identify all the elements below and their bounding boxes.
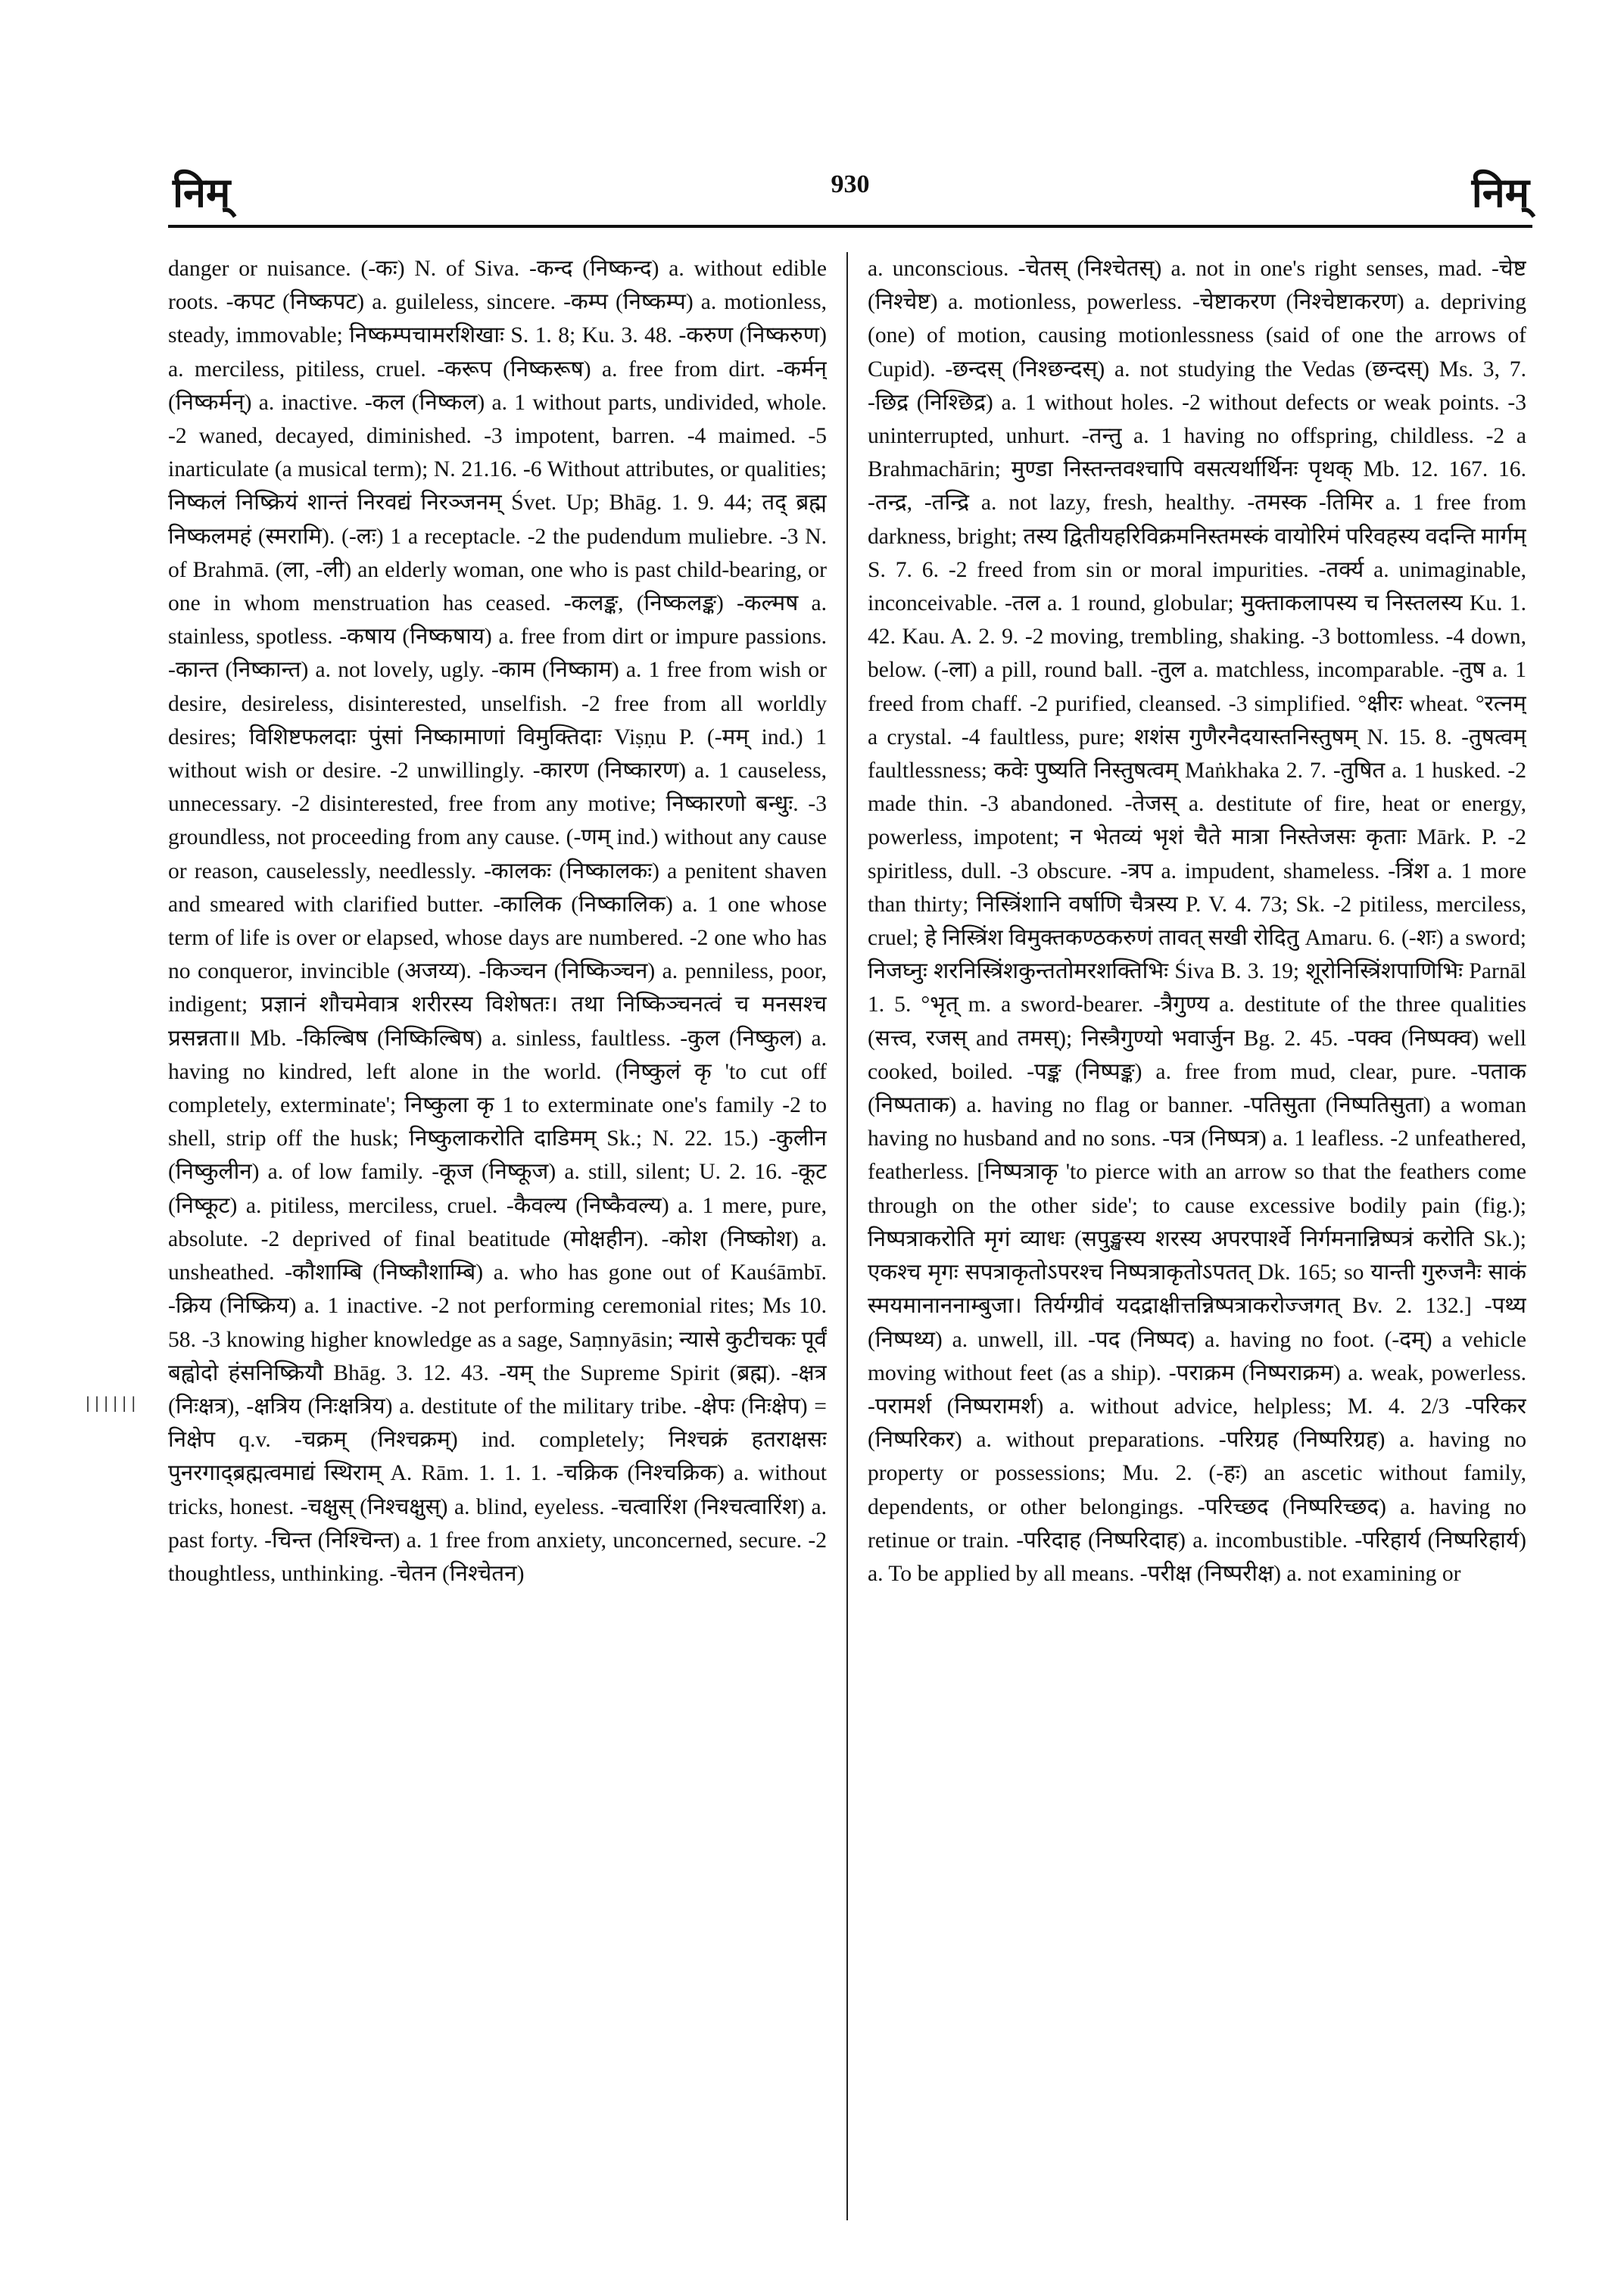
right-column xyxy=(868,252,1526,2251)
left-guide-word: निम् xyxy=(173,170,231,216)
page-header xyxy=(168,155,1532,223)
header-rule xyxy=(168,225,1532,228)
left-column xyxy=(168,252,827,2251)
right-guide-word: निम् xyxy=(1471,170,1529,216)
margin-mark: |||||| xyxy=(83,1394,139,1412)
right-column-text: a. unconscious. -चेतस् (निश्चेतस्) a. not in one's right senses, mad. -चेष्ट (निश्चेष्ट) a. motionless, powerless. -चेष्टाकरण (निश्चेष्टाकरण) a. depriving (one) of motion, causing motionlessness (said of one the arrows of Cupid). -छन्दस् (निश्छन्दस्) a. not studying the Vedas (छन्दस्) Ms. 3, 7. -छिद्र (निश्छिद्र) a. 1 without holes. -2 without defects or weak points. -3 uninterrupted, unhurt. -तन्तु a. 1 having no offspring, childless. -2 a Brahmachārin; मुण्डा निस्तन्तवश्चापि वसत्यर्थार्थिनः पृथक् Mb. 12. 167. 16. -तन्द्र, -तन्द्रि a. not lazy, fresh, healthy. -तमस्क -तिमिर a. 1 free from darkness, bright; तस्य द्वितीयहरिविक्रमनिस्तमस्कं वायोरिमं परिवहस्य वदन्ति मार्गम् S. 7. 6. -2 freed from sin or moral impurities. -तर्क्य a. unimaginable, inconceivable. -तल a. 1 round, globular; मुक्ताकलापस्य च निस्तलस्य Ku. 1. 42. Kau. A. 2. 9. -2 moving, trembling, shaking. -3 bottomless. -4 down, below. (-ला) a pill, round ball. -तुल a. matchless, incomparable. -तुष a. 1 freed from chaff. -2 purified, cleansed. -3 simplified. °क्षीरः wheat. °रत्नम् a crystal. -4 faultless, pure; शशंस गुणैरनैदयास्तनिस्तुषम् N. 15. 8. -तुषत्वम् faultlessness; कवेः पुष्यति निस्तुषत्वम् Maṅkhaka 2. 7. -तुषित a. 1 husked. -2 made thin. -3 abandoned. -तेजस् a. destitute of fire, heat or energy, powerless, impotent; न भेतव्यं भृशं चैते मात्रा निस्तेजसः कृताः Mārk. P. -2 spiritless, dull. -3 obscure. -त्रप a. impudent, shameless. -त्रिंश a. 1 more than thirty; निस्त्रिंशानि वर्षाणि चैत्रस्य P. V. 4. 73; Sk. -2 pitiless, merciless, cruel; हे निस्त्रिंश विमुक्तकण्ठकरुणं तावत् सखी रोदितु Amaru. 6. (-शः) a sword; निजघ्नुः शरनिस्त्रिंशकुन्ततोमरशक्तिभिः Śiva B. 3. 19; शूरोनिस्त्रिंशपाणिभिः Parnāl 1. 5. °भृत् m. a sword-bearer. -त्रैगुण्य a. destitute of the three qualities (सत्त्व, रजस् and तमस्); निस्त्रैगुण्यो भवार्जुन Bg. 2. 45. -पक्व (निष्पक्व) well cooked, boiled. -पङ्क (निष्पङ्क) a. free from mud, clear, pure. -पताक (निष्पताक) a. having no flag or banner. -पतिसुता (निष्पतिसुता) a woman having no husband and no sons. -पत्र (निष्पत्र) a. 1 leafless. -2 unfeathered, featherless. [निष्पत्राकृ 'to pierce with an arrow so that the feathers come through on the other side'; to cause excessive bodily pain (fig.); निष्पत्राकरोति मृगं व्याधः (सपुङ्खस्य शरस्य अपरपार्श्वे निर्गमनान्निष्पत्रं करोति Sk.); एकश्च मृगः सपत्राकृतोऽपरश्च निष्पत्राकृतोऽपतत् Dk. 165; so यान्ती गुरुजनैः साकं स्मयमानाननाम्बुजा। तिर्यग्ग्रीवं यदद्राक्षीत्तन्निष्पत्राकरोज्जगत् Bv. 2. 132.] -पथ्य (निष्पथ्य) a. unwell, ill. -पद (निष्पद) a. having no foot. (-दम्) a vehicle moving without feet (as a ship). -पराक्रम (निष्पराक्रम) a. weak, powerless. -परामर्श (निष्परामर्श) a. without advice, helpless; M. 4. 2/3 -परिकर (निष्परिकर) a. without preparations. -परिग्रह (निष्परिग्रह) a. having no property or possessions; Mu. 2. (-हः) an ascetic without family, dependents, or other belongings. -परिच्छद (निष्परिच्छद) a. having no retinue or train. -परिदाह (निष्परिदाह) a. incombustible. -परिहार्य (निष्परिहार्य) a. To be applied by all means. -परीक्ष (निष्परीक्ष) a. not examining or xyxy=(868,257,1526,1586)
left-column-text: danger or nuisance. (-कः) N. of Siva. -कन्द (निष्कन्द) a. without edible roots. -कपट (निष्कपट) a. guileless, sincere. -कम्प (निष्कम्प) a. motionless, steady, immovable; निष्कम्पचामरशिखाः S. 1. 8; Ku. 3. 48. -करुण (निष्करुण) a. merciless, pitiless, cruel. -करूप (निष्करूष) a. free from dirt. -कर्मन् (निष्कर्मन्) a. inactive. -कल (निष्कल) a. 1 without parts, undivided, whole. -2 waned, decayed, diminished. -3 impotent, barren. -4 maimed. -5 inarticulate (a musical term); N. 21.16. -6 Without attributes, or qualities; निष्कलं निष्क्रियं शान्तं निरवद्यं निरञ्जनम् Śvet. Up; Bhāg. 1. 9. 44; तद् ब्रह्म निष्कलमहं (स्मरामि). (-लः) 1 a receptacle. -2 the pudendum muliebre. -3 N. of Brahmā. (ला, -ली) an elderly woman, one who is past child-bearing, or one in whom menstruation has ceased. -कलङ्क, (निष्कलङ्क) -कल्मष a. stainless, spotless. -कषाय (निष्कषाय) a. free from dirt or impure passions. -कान्त (निष्कान्त) a. not lovely, ugly. -काम (निष्काम) a. 1 free from wish or desire, desireless, disinterested, unselfish. -2 free from all worldly desires; विशिष्टफलदाः पुंसां निष्कामाणां विमुक्तिदाः Viṣṇu P. (-मम् ind.) 1 without wish or desire. -2 unwillingly. -कारण (निष्कारण) a. 1 causeless, unnecessary. -2 disinterested, free from any motive; निष्कारणो बन्धुः. -3 groundless, not proceeding from any cause. (-णम् ind.) without any cause or reason, causelessly, needlessly. -कालकः (निष्कालकः) a penitent shaven and smeared with clarified butter. -कालिक (निष्कालिक) a. 1 one whose term of life is over or elapsed, whose days are numbered. -2 one who has no conqueror, invincible (अजय्य). -किञ्चन (निष्किञ्चन) a. penniless, poor, indigent; प्रज्ञानं शौचमेवात्र शरीरस्य विशेषतः। तथा निष्किञ्चनत्वं च मनसश्च प्रसन्नता॥ Mb. -किल्बिष (निष्किल्बिष) a. sinless, faultless. -कुल (निष्कुल) a. having no kindred, left alone in the world. (निष्कुलं कृ 'to cut off completely, exterminate'; निष्कुला कृ 1 to exterminate one's family -2 to shell, strip off the husk; निष्कुलाकरोति दाडिमम् Sk.; N. 22. 15.) -कुलीन (निष्कुलीन) a. of low family. -कूज (निष्कूज) a. still, silent; U. 2. 16. -कूट (निष्कूट) a. pitiless, merciless, cruel. -कैवल्य (निष्कैवल्य) a. 1 mere, pure, absolute. -2 deprived of final beatitude (मोक्षहीन). -कोश (निष्कोश) a. unsheathed. -कौशाम्बि (निष्कौशाम्बि) a. who has gone out of Kauśāmbī. -क्रिय (निष्क्रिय) a. 1 inactive. -2 not performing ceremonial rites; Ms 10. 58. -3 knowing higher knowledge as a sage, Saṃnyāsin; न्यासे कुटीचकः पूर्वं बह्वोदो हंसनिष्क्रियौ Bhāg. 3. 12. 43. -यम् the Supreme Spirit (ब्रह्म). -क्षत्र (निःक्षत्र), -क्षत्रिय (निःक्षत्रिय) a. destitute of the military tribe. -क्षेपः (निःक्षेप) = निक्षेप q.v. -चक्रम् (निश्चक्रम्) ind. completely; निश्चक्रं हतराक्षसः पुनरगाद्ब्रह्मत्वमाद्यं स्थिराम् A. Rām. 1. 1. 1. -चक्रिक (निश्चक्रिक) a. without tricks, honest. -चक्षुस् (निश्चक्षुस्) a. blind, eyeless. -चत्वारिंश (निश्चत्वारिंश) a. past forty. -चिन्त (निश्चिन्त) a. 1 free from anxiety, unconcerned, secure. -2 thoughtless, unthinking. -चेतन (निश्चेतन) xyxy=(168,257,827,1586)
column-divider xyxy=(846,252,848,2220)
page-number: 930 xyxy=(831,170,870,198)
